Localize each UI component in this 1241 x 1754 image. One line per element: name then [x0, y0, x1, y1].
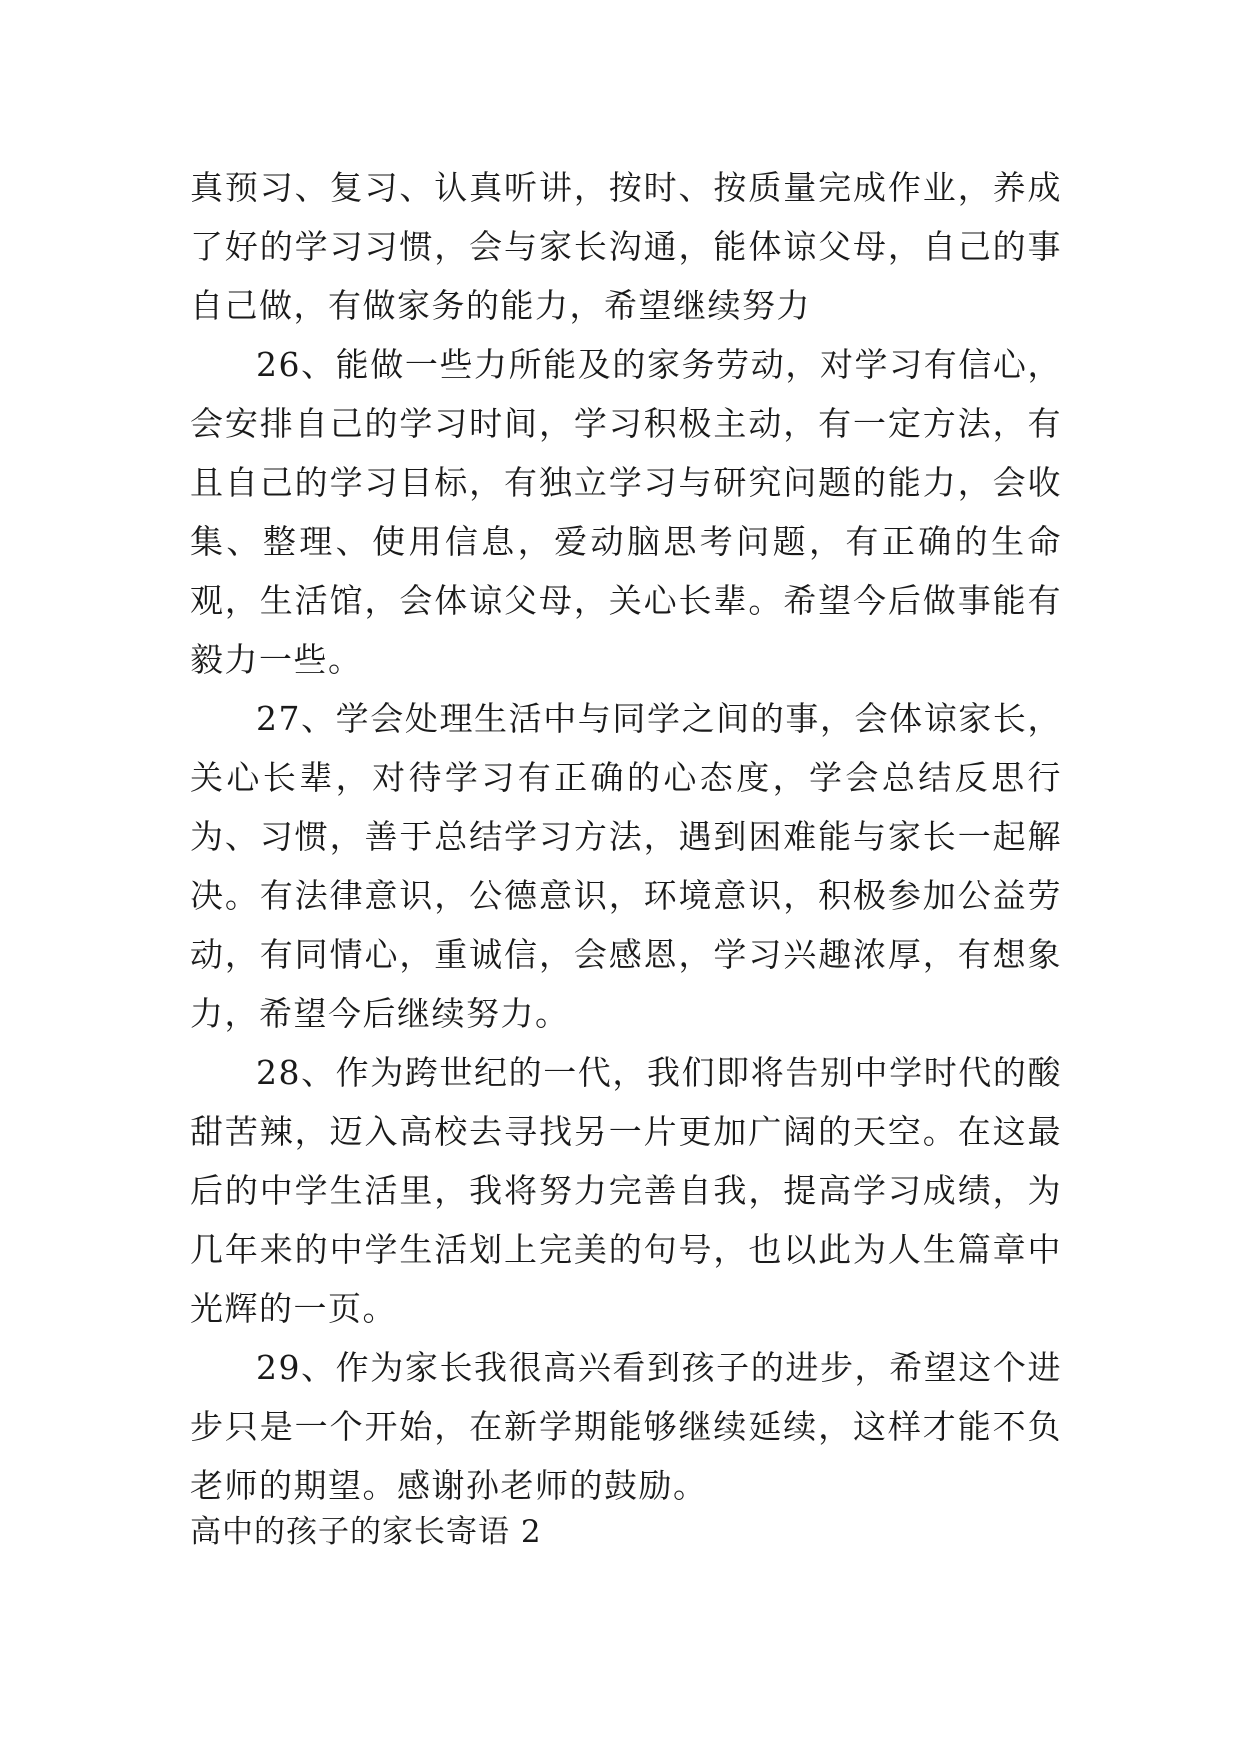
document-body — [190, 158, 1062, 1515]
section-heading: 高中的孩子的家长寄语 2 — [190, 1514, 542, 1550]
paragraph-continuation: 真预习、复习、认真听讲，按时、按质量完成作业，养成了好的学习习惯，会与家长沟通，能体谅父母，自己的事自己做，有做家务的能力，希望继续努力 — [190, 168, 1062, 325]
paragraph-26: 26、能做一些力所能及的家务劳动，对学习有信心，会安排自己的学习时间，学习积极主动，有一定方法，有且自己的学习目标，有独立学习与研究问题的能力，会收集、整理、使用信息，爱动脑思考问题，有正确的生命观，生活馆，会体谅父母，关心长辈。希望今后做事能有毅力一些。 — [190, 345, 1062, 679]
paragraph-28: 28、作为跨世纪的一代，我们即将告别中学时代的酸甜苦辣，迈入高校去寻找另一片更加广阔的天空。在这最后的中学生活里，我将努力完善自我，提高学习成绩，为几年来的中学生活划上完美的句号，也以此为人生篇章中光辉的一页。 — [190, 1053, 1062, 1328]
paragraph-29: 29、作为家长我很高兴看到孩子的进步，希望这个进步只是一个开始，在新学期能够继续延续，这样才能不负老师的期望。感谢孙老师的鼓励。 — [190, 1348, 1062, 1505]
paragraph-27: 27、学会处理生活中与同学之间的事，会体谅家长，关心长辈，对待学习有正确的心态度，学会总结反思行为、习惯，善于总结学习方法，遇到困难能与家长一起解决。有法律意识，公德意识，环境意识，积极参加公益劳动，有同情心，重诚信，会感恩，学习兴趣浓厚，有想象力，希望今后继续努力。 — [190, 699, 1062, 1033]
